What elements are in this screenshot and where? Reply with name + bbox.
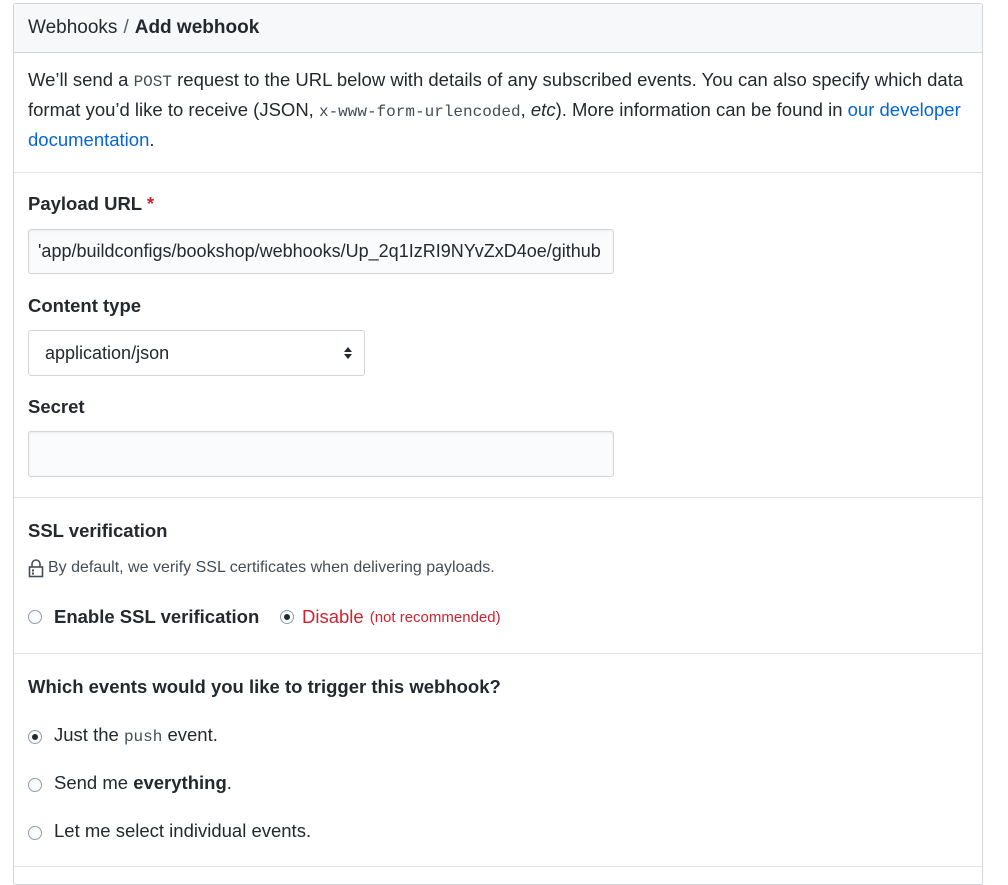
push-code: push [123,728,163,746]
form-fields-section [14,173,982,498]
events-section [14,654,982,867]
event-everything-label [54,772,232,794]
event-individual-label: Let me select individual events. [54,820,312,841]
required-asterisk: * [146,193,155,214]
content-type-select[interactable] [28,330,365,376]
disable-ssl-option[interactable] [280,606,501,628]
post-code: POST [133,73,172,91]
secret-label: Secret [28,396,85,417]
intro-text-part: ). More information can be found in [555,99,848,120]
ssl-verification-section [14,498,982,654]
content-type-selected-value: application/json [45,342,170,363]
event-option-push[interactable] [28,724,218,746]
event-push-radio[interactable] [28,730,42,744]
enable-ssl-label: Enable SSL verification [54,606,260,627]
events-title: Which events would you like to trigger this webhook? [28,676,501,697]
intro-text-part: . [149,129,155,150]
secret-input[interactable] [28,431,614,477]
event-option-everything[interactable] [28,772,232,794]
intro-text-part: We’ll send a [28,69,134,90]
payload-url-input[interactable] [28,229,614,274]
webhook-form-box [13,3,983,885]
intro-text-part: request to the URL below with details of any subscribed events. You can also specify which data format you’d like to receive (JSON, [28,69,964,120]
event-push-pre: Just the [54,724,124,745]
select-arrows-icon [342,345,354,361]
etc-text: etc [530,99,556,120]
breadcrumb-webhooks-link[interactable]: Webhooks [28,17,118,38]
lock-icon [28,558,44,578]
event-individual-radio[interactable] [28,826,42,840]
breadcrumb-separator: / [123,17,129,38]
content-type-label: Content type [28,295,142,316]
intro-text [14,53,982,173]
ssl-hint [28,558,495,578]
page-title: Add webhook [134,17,260,38]
enable-ssl-option[interactable] [28,606,259,628]
event-everything-post: . [226,772,232,793]
ssl-verification-title: SSL verification [28,520,168,541]
urlencoded-code: x-www-form-urlencoded [318,103,521,121]
disable-ssl-radio[interactable] [280,610,294,624]
payload-url-label-text: Payload URL [28,193,142,214]
event-everything-radio[interactable] [28,778,42,792]
event-everything-pre: Send me [54,772,134,793]
enable-ssl-radio[interactable] [28,610,42,624]
everything-text: everything [133,772,227,793]
developer-documentation-link[interactable]: our developer documentation [28,99,961,150]
disable-ssl-label: Disable [302,606,364,627]
event-push-post: event. [162,724,218,745]
event-option-individual[interactable] [28,820,311,842]
ssl-hint-text: By default, we verify SSL certificates when delivering payloads. [48,559,495,576]
event-push-label [54,724,218,746]
not-recommended-note: (not recommended) [369,608,501,626]
intro-text-part: , [520,99,531,120]
breadcrumb [14,4,982,53]
payload-url-label [28,193,154,215]
